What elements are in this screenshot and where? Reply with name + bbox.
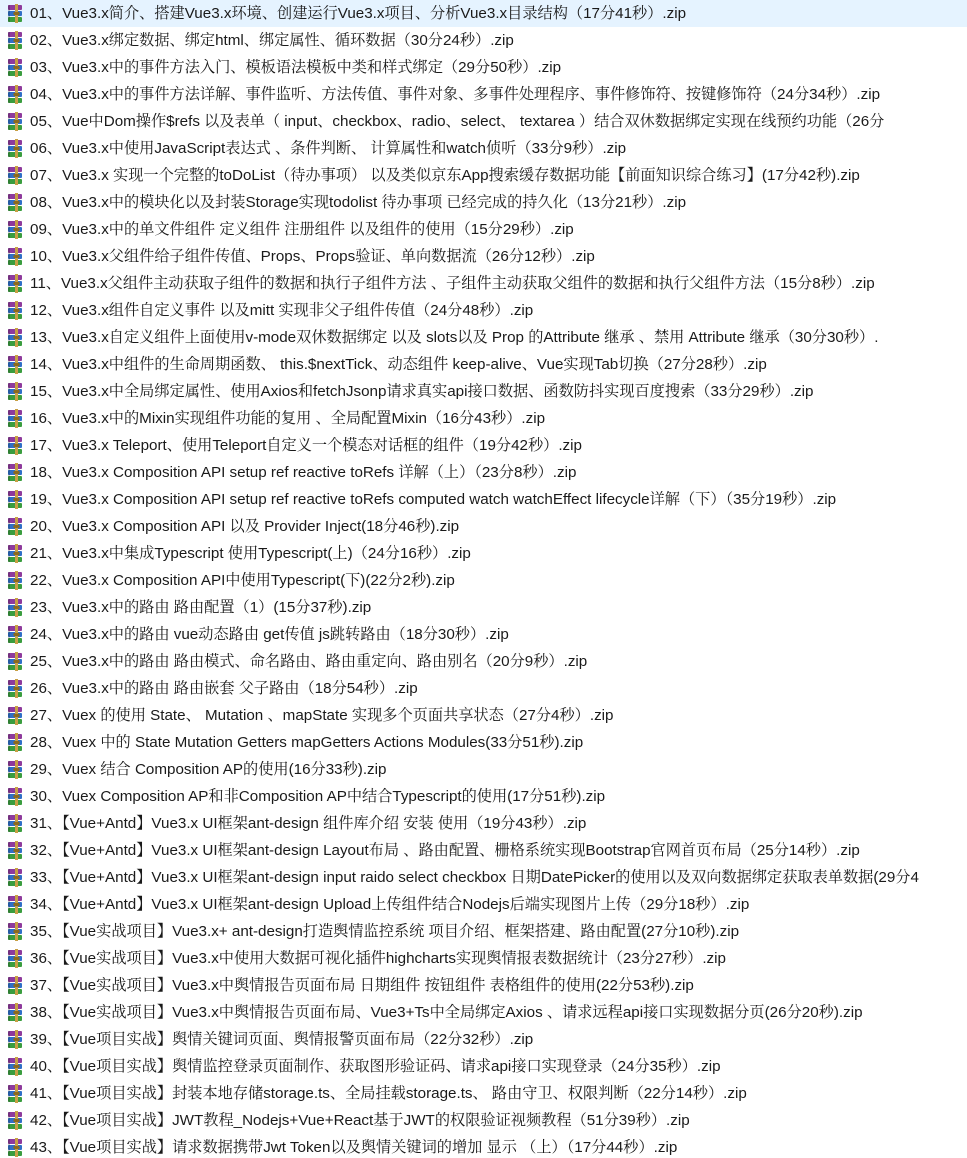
file-name: 16、Vue3.x中的Mixin实现组件功能的复用 、全局配置Mixin（16分43秒）.zip [30,410,546,427]
file-name: 35、【Vue实战项目】Vue3.x+ ant-design打造舆情监控系统 项目介绍、框架搭建、路由配置(27分10秒).zip [30,923,740,940]
file-name: 18、Vue3.x Composition API setup ref reactive toRefs 详解（上）（23分8秒）.zip [30,464,577,481]
winrar-archive-icon [6,922,26,942]
file-name: 19、Vue3.x Composition API setup ref reactive toRefs computed watch watchEffect lifecycle详解（下）（35分19秒）.zip [30,491,837,508]
winrar-archive-icon [6,976,26,996]
file-row-35[interactable] [0,918,967,945]
file-name: 29、Vuex 结合 Composition AP的使用(16分33秒).zip [30,761,387,778]
file-name: 38、【Vue实战项目】Vue3.x中舆情报告页面布局、Vue3+Ts中全局绑定Axios 、请求远程api接口实现数据分页(26分20秒).zip [30,1004,863,1021]
file-name: 25、Vue3.x中的路由 路由模式、命名路由、路由重定向、路由别名（20分9秒）.zip [30,653,588,670]
winrar-archive-icon [6,1030,26,1050]
file-name: 20、Vue3.x Composition API 以及 Provider Inject(18分46秒).zip [30,518,460,535]
winrar-archive-icon [6,31,26,51]
file-name: 21、Vue3.x中集成Typescript 使用Typescript(上)（24分16秒）.zip [30,545,471,562]
file-name: 01、Vue3.x简介、搭建Vue3.x环境、创建运行Vue3.x项目、分析Vue3.x目录结构（17分41秒）.zip [30,5,687,22]
file-row-27[interactable] [0,702,967,729]
winrar-archive-icon [6,409,26,429]
file-row-34[interactable] [0,891,967,918]
winrar-archive-icon [6,652,26,672]
winrar-archive-icon [6,355,26,375]
file-row-28[interactable] [0,729,967,756]
file-row-31[interactable] [0,810,967,837]
file-row-21[interactable] [0,540,967,567]
file-name: 26、Vue3.x中的路由 路由嵌套 父子路由（18分54秒）.zip [30,680,418,697]
winrar-archive-icon [6,1138,26,1158]
winrar-archive-icon [6,85,26,105]
winrar-archive-icon [6,868,26,888]
winrar-archive-icon [6,1003,26,1023]
file-row-29[interactable] [0,756,967,783]
winrar-archive-icon [6,1111,26,1131]
file-name: 30、Vuex Composition AP和非Composition AP中结合Typescript的使用(17分51秒).zip [30,788,606,805]
file-row-03[interactable] [0,54,967,81]
file-name: 13、Vue3.x自定义组件上面使用v-mode双休数据绑定 以及 slots以及 Prop 的Attribute 继承 、禁用 Attribute 继承（30分30秒）. [30,329,879,346]
file-name: 31、【Vue+Antd】Vue3.x UI框架ant-design 组件库介绍 安装 使用（19分43秒）.zip [30,815,587,832]
winrar-archive-icon [6,193,26,213]
file-row-38[interactable] [0,999,967,1026]
file-name: 34、【Vue+Antd】Vue3.x UI框架ant-design Upload上传组件结合Nodejs后端实现图片上传（29分18秒）.zip [30,896,750,913]
file-name: 10、Vue3.x父组件给子组件传值、Props、Props验证、单向数据流（26分12秒）.zip [30,248,595,265]
file-row-10[interactable] [0,243,967,270]
winrar-archive-icon [6,301,26,321]
file-row-40[interactable] [0,1053,967,1080]
file-name: 36、【Vue实战项目】Vue3.x中使用大数据可视化插件highcharts实现舆情报表数据统计（23分27秒）.zip [30,950,726,967]
file-row-22[interactable] [0,567,967,594]
file-name: 43、【Vue项目实战】请求数据携带Jwt Token以及舆情关键词的增加 显示 （上）（17分44秒）.zip [30,1139,678,1156]
file-row-42[interactable] [0,1107,967,1134]
file-name: 42、【Vue项目实战】JWT教程_Nodejs+Vue+React基于JWT的权限验证视频教程（51分39秒）.zip [30,1112,690,1129]
winrar-archive-icon [6,436,26,456]
file-row-05[interactable] [0,108,967,135]
winrar-archive-icon [6,1057,26,1077]
winrar-archive-icon [6,517,26,537]
winrar-archive-icon [6,949,26,969]
file-name: 15、Vue3.x中全局绑定属性、使用Axios和fetchJsonp请求真实api接口数据、函数防抖实现百度搜索（33分29秒）.zip [30,383,814,400]
file-name: 02、Vue3.x绑定数据、绑定html、绑定属性、循环数据（30分24秒）.zip [30,32,514,49]
winrar-archive-icon [6,58,26,78]
winrar-archive-icon [6,787,26,807]
file-name: 32、【Vue+Antd】Vue3.x UI框架ant-design Layout布局 、路由配置、栅格系统实现Bootstrap官网首页布局（25分14秒）.zip [30,842,860,859]
file-row-26[interactable] [0,675,967,702]
file-row-39[interactable] [0,1026,967,1053]
file-row-07[interactable] [0,162,967,189]
file-name: 12、Vue3.x组件自定义事件 以及mitt 实现非父子组件传值（24分48秒）.zip [30,302,534,319]
file-name: 28、Vuex 中的 State Mutation Getters mapGetters Actions Modules(33分51秒).zip [30,734,584,751]
file-name: 11、Vue3.x父组件主动获取子组件的数据和执行子组件方法 、子组件主动获取父组件的数据和执行父组件方法（15分8秒）.zip [30,275,875,292]
winrar-archive-icon [6,490,26,510]
file-row-18[interactable] [0,459,967,486]
file-row-25[interactable] [0,648,967,675]
file-row-08[interactable] [0,189,967,216]
file-name: 06、Vue3.x中使用JavaScript表达式 、条件判断、 计算属性和watch侦听（33分9秒）.zip [30,140,627,157]
file-row-01[interactable] [0,0,967,27]
file-name: 40、【Vue项目实战】舆情监控登录页面制作、获取图形验证码、请求api接口实现登录（24分35秒）.zip [30,1058,721,1075]
file-name: 08、Vue3.x中的模块化以及封装Storage实现todolist 待办事项 已经完成的持久化（13分21秒）.zip [30,194,687,211]
file-row-13[interactable] [0,324,967,351]
file-row-41[interactable] [0,1080,967,1107]
winrar-archive-icon [6,679,26,699]
file-row-14[interactable] [0,351,967,378]
winrar-archive-icon [6,544,26,564]
winrar-archive-icon [6,760,26,780]
file-row-15[interactable] [0,378,967,405]
winrar-archive-icon [6,139,26,159]
winrar-archive-icon [6,571,26,591]
winrar-archive-icon [6,382,26,402]
winrar-archive-icon [6,814,26,834]
file-name: 09、Vue3.x中的单文件组件 定义组件 注册组件 以及组件的使用（15分29秒）.zip [30,221,574,238]
file-row-24[interactable] [0,621,967,648]
winrar-archive-icon [6,706,26,726]
file-name: 41、【Vue项目实战】封装本地存储storage.ts、全局挂载storage.ts、 路由守卫、权限判断（22分14秒）.zip [30,1085,747,1102]
winrar-archive-icon [6,247,26,267]
winrar-archive-icon [6,841,26,861]
file-row-33[interactable] [0,864,967,891]
file-row-19[interactable] [0,486,967,513]
file-row-37[interactable] [0,972,967,999]
file-row-43[interactable] [0,1134,967,1158]
file-row-17[interactable] [0,432,967,459]
file-row-11[interactable] [0,270,967,297]
file-row-20[interactable] [0,513,967,540]
winrar-archive-icon [6,328,26,348]
winrar-archive-icon [6,274,26,294]
file-name: 33、【Vue+Antd】Vue3.x UI框架ant-design input raido select checkbox 日期DatePicker的使用以及双向数据绑定获取表单数据(29分4 [30,869,919,886]
file-name: 27、Vuex 的使用 State、 Mutation 、mapState 实现多个页面共享状态（27分4秒）.zip [30,707,614,724]
file-name: 23、Vue3.x中的路由 路由配置（1）(15分37秒).zip [30,599,372,616]
file-name: 17、Vue3.x Teleport、使用Teleport自定义一个模态对话框的组件（19分42秒）.zip [30,437,582,454]
winrar-archive-icon [6,625,26,645]
winrar-archive-icon [6,4,26,24]
winrar-archive-icon [6,598,26,618]
file-row-04[interactable] [0,81,967,108]
file-row-12[interactable] [0,297,967,324]
winrar-archive-icon [6,1084,26,1104]
file-row-09[interactable] [0,216,967,243]
file-row-02[interactable] [0,27,967,54]
file-name: 04、Vue3.x中的事件方法详解、事件监听、方法传值、事件对象、多事件处理程序、事件修饰符、按键修饰符（24分34秒）.zip [30,86,881,103]
file-name: 39、【Vue项目实战】舆情关键词页面、舆情报警页面布局（22分32秒）.zip [30,1031,534,1048]
file-row-16[interactable] [0,405,967,432]
winrar-archive-icon [6,733,26,753]
file-name: 05、Vue中Dom操作$refs 以及表单（ input、checkbox、radio、select、 textarea ）结合双休数据绑定实现在线预约功能（26分 [30,113,885,130]
winrar-archive-icon [6,895,26,915]
winrar-archive-icon [6,112,26,132]
file-name: 24、Vue3.x中的路由 vue动态路由 get传值 js跳转路由（18分30秒）.zip [30,626,509,643]
winrar-archive-icon [6,166,26,186]
file-row-36[interactable] [0,945,967,972]
file-name: 22、Vue3.x Composition API中使用Typescript(下)(22分2秒).zip [30,572,455,589]
file-name: 37、【Vue实战项目】Vue3.x中舆情报告页面布局 日期组件 按钮组件 表格组件的使用(22分53秒).zip [30,977,694,994]
winrar-archive-icon [6,463,26,483]
file-name: 03、Vue3.x中的事件方法入门、模板语法模板中类和样式绑定（29分50秒）.zip [30,59,562,76]
file-row-30[interactable] [0,783,967,810]
file-row-32[interactable] [0,837,967,864]
winrar-archive-icon [6,220,26,240]
file-row-06[interactable] [0,135,967,162]
file-name: 14、Vue3.x中组件的生命周期函数、 this.$nextTick、动态组件 keep-alive、Vue实现Tab切换（27分28秒）.zip [30,356,767,373]
file-name: 07、Vue3.x 实现一个完整的toDoList（待办事项） 以及类似京东App搜索缓存数据功能【前面知识综合练习】(17分42秒).zip [30,167,860,184]
file-row-23[interactable] [0,594,967,621]
